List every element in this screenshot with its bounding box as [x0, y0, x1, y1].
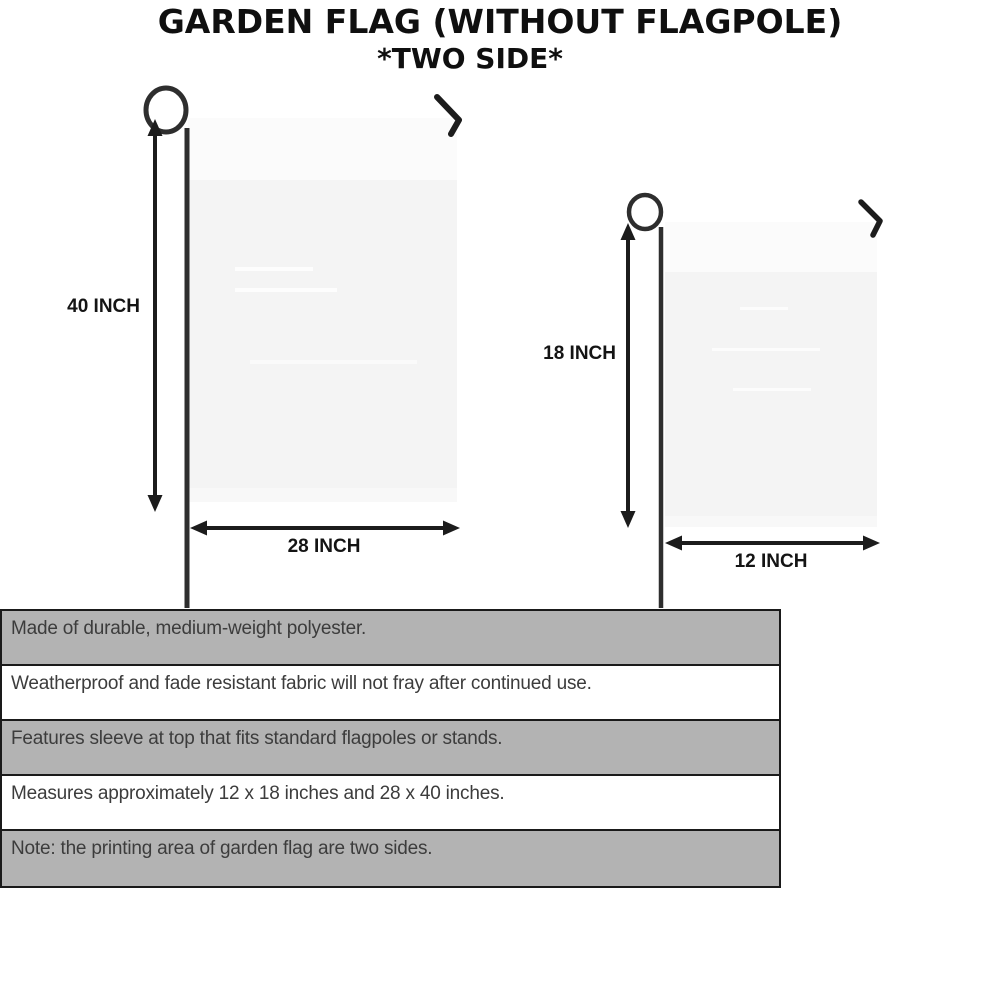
flag-fabric-crease — [740, 307, 788, 310]
feature-table — [0, 609, 781, 888]
large-height-arrow — [148, 119, 163, 512]
large-flag-sleeve — [188, 118, 457, 180]
large-flag-hem — [188, 488, 457, 502]
small-flag-height-label: 18 INCH — [543, 343, 616, 364]
large-flag-diagram — [146, 88, 460, 608]
feature-row-weatherproof: Weatherproof and fade resistant fabric will not fray after continued use. — [2, 666, 779, 721]
feature-row-material: Made of durable, medium-weight polyester. — [2, 611, 779, 666]
page-title: GARDEN FLAG (WITHOUT FLAGPOLE) — [157, 2, 843, 41]
flag-fabric-crease — [712, 348, 820, 351]
large-width-arrow — [190, 521, 460, 536]
large-flag-height-label: 40 INCH — [67, 296, 140, 317]
feature-row-sleeve: Features sleeve at top that fits standard flagpoles or stands. — [2, 721, 779, 776]
feature-row-measures: Measures approximately 12 x 18 inches and 28 x 40 inches. — [2, 776, 779, 831]
feature-row-note: Note: the printing area of garden flag are two sides. — [2, 831, 779, 886]
small-flag-sleeve — [665, 222, 877, 272]
small-flag-diagram — [621, 195, 881, 608]
flag-fabric-crease — [235, 288, 337, 292]
small-height-arrow — [621, 223, 636, 528]
page-subtitle: *TWO SIDE* — [377, 42, 563, 75]
flag-fabric-crease — [235, 267, 313, 271]
flag-fabric-crease — [250, 360, 417, 364]
small-width-arrow — [665, 536, 880, 551]
large-flag-width-label: 28 INCH — [287, 536, 361, 557]
large-flagpole-loop-icon — [146, 88, 186, 132]
small-flag-hem — [665, 516, 877, 527]
flag-fabric-crease — [733, 388, 811, 391]
small-flagpole-loop-icon — [629, 195, 661, 229]
small-flag-width-label: 12 INCH — [734, 551, 808, 572]
